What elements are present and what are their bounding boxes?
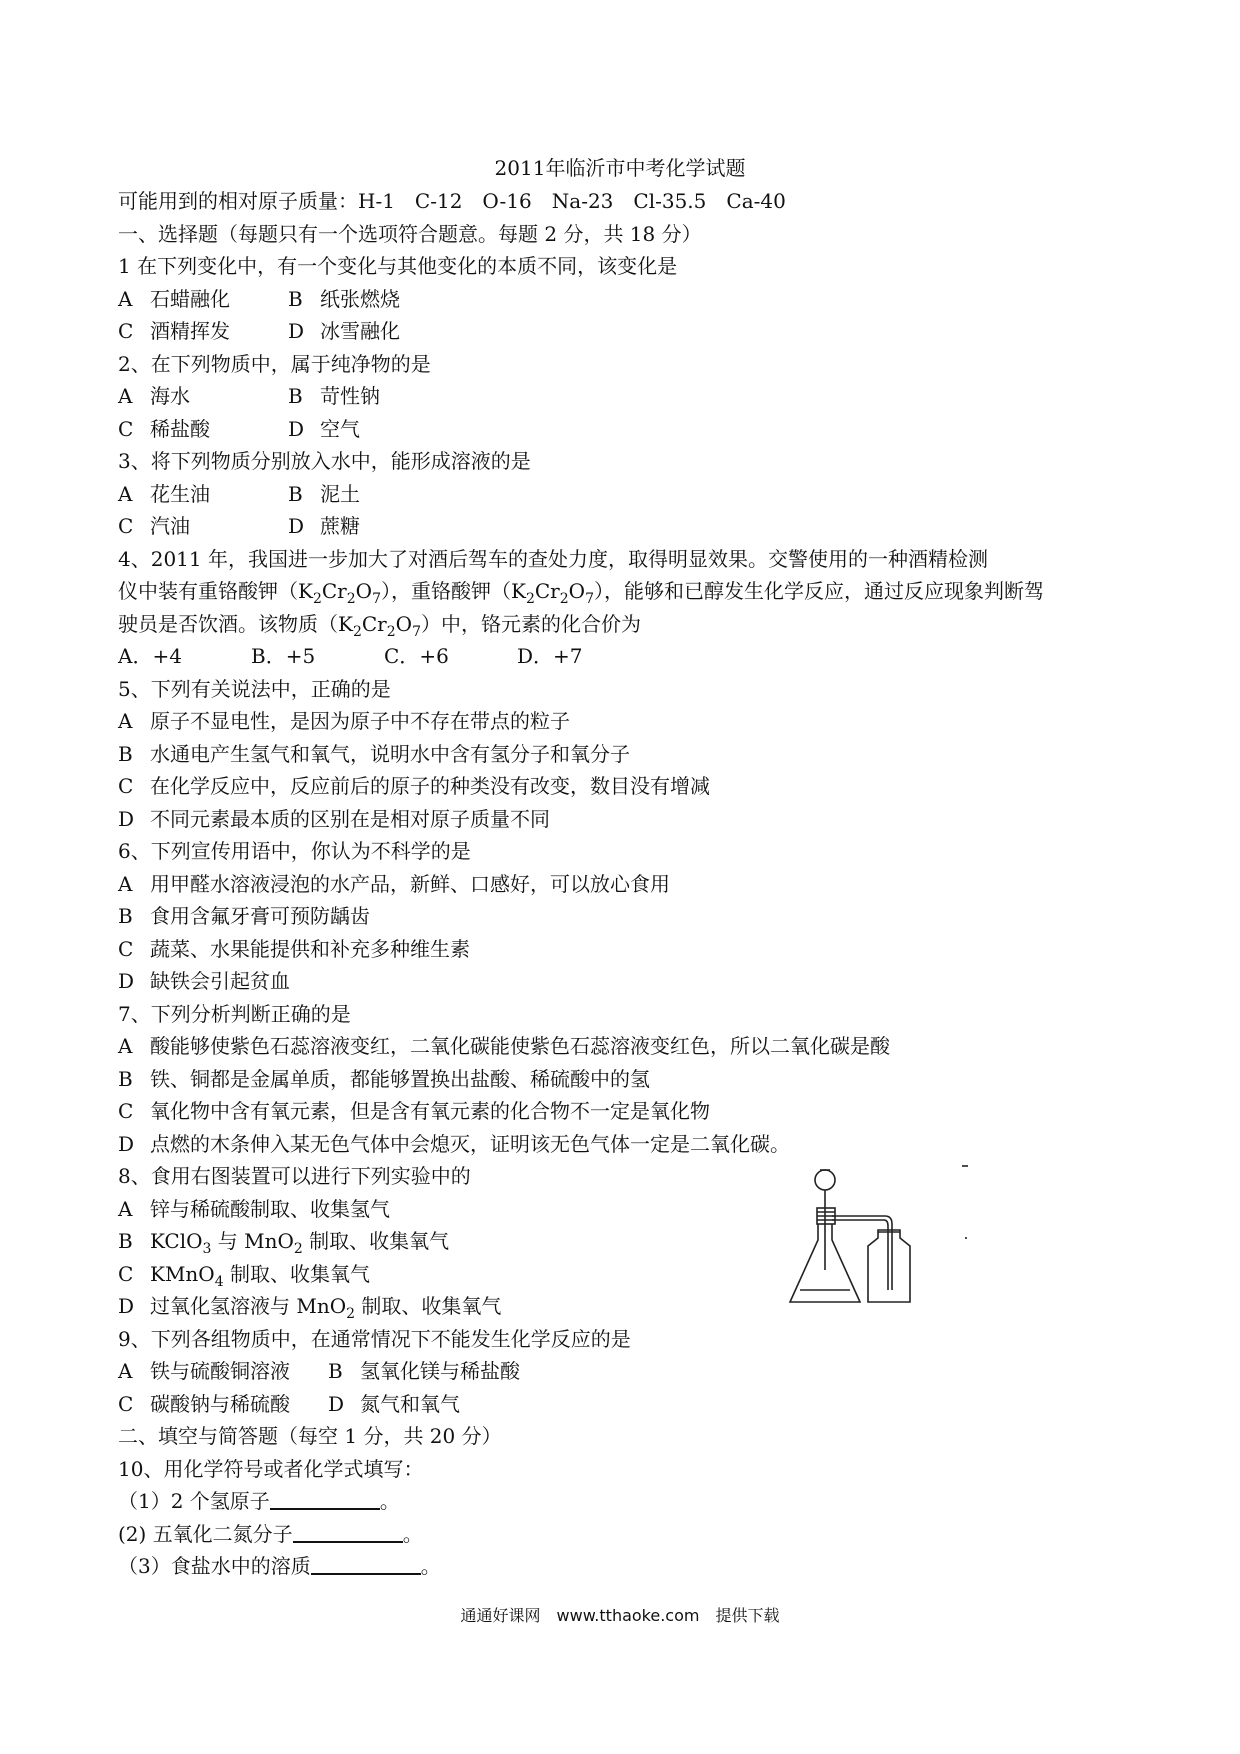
option-line [118,1030,1078,1063]
exam-content [118,185,1078,1583]
question-stem: 3、将下列物质分别放入水中，能形成溶液的是 [118,449,531,473]
option-text: 冰雪融化 [320,319,400,343]
option-key: A [118,286,133,311]
option-text: 过氧化氢溶液与 MnO [150,1294,347,1318]
option-text: 点燃的木条伸入某无色气体中会熄灭，证明该无色气体一定是二氧化碳。 [150,1131,790,1156]
option-key: A [118,481,133,506]
option-key: B [328,1359,343,1383]
option-text: 碳酸钠与稀硫酸 [150,1391,290,1416]
option-key: A [118,871,133,896]
subscript: 4 [214,1273,224,1290]
stem-text: ），重铬酸钾（K [381,579,526,603]
option [118,510,288,543]
option [118,315,288,348]
question-stem: 7、下列分析判断正确的是 [118,1001,351,1026]
subscript: 7 [585,591,594,607]
option-line [118,705,1078,738]
option-key: D [288,416,305,441]
option-key: C [118,514,134,538]
option [118,478,288,511]
option-text: 食用含氟牙膏可预防龋齿 [150,904,370,928]
option-key: D [288,514,305,538]
option-text: 锌与稀硫酸制取、收集氢气 [150,1196,390,1221]
option-key: D [328,1391,345,1416]
option-key: D [118,1294,135,1318]
stem-text: 仪中装有重铬酸钾（K [118,579,313,603]
option-text: +5 [285,644,316,668]
option [288,380,380,413]
option-key: A [118,384,133,408]
stem-text: Cr [321,579,347,603]
option-text: 制取、收集氧气 [223,1261,370,1286]
answer-blank[interactable] [293,1521,403,1543]
atomic-masses: 可能用到的相对原子质量：H-1 C-12 O-16 Na-23 Cl-35.5 Ca-40 [118,189,786,213]
question-stem: 6、下列宣传用语中，你认为不科学的是 [118,839,471,863]
option-line [118,868,1078,901]
option-key: B [118,904,133,928]
option-text: 制取、收集氧气 [355,1294,502,1318]
option-key: A [118,1034,133,1058]
option-key: D [288,319,305,343]
option-line [118,900,1078,933]
option [118,640,251,673]
option [328,1355,520,1388]
question-stem: 1 在下列变化中，有一个变化与其他变化的本质不同，该变化是 [118,254,678,278]
option-key: B [118,741,133,766]
option-text: 苛性钠 [320,384,380,408]
option-text: 酸能够使紫色石蕊溶液变红，二氧化碳能使紫色石蕊溶液变红色，所以二氧化碳是酸 [150,1034,890,1058]
option [118,1388,328,1421]
option-text: KMnO [150,1261,215,1286]
subscript: 2 [352,623,362,640]
option-row [118,1388,1078,1421]
option-text: 纸张燃烧 [320,286,400,311]
option-key: A [118,709,133,733]
option-key: B [118,1066,133,1091]
option-text: 蔬菜、水果能提供和补充多种维生素 [150,936,470,961]
option-text: +4 [152,644,182,668]
option-text: 花生油 [150,481,210,506]
option-text: +7 [553,644,583,668]
option-key: A [118,1196,133,1221]
stem-text: Cr [534,579,560,603]
subscript: 2 [386,623,396,640]
subscript: 7 [412,623,421,640]
subscript: 3 [202,1241,212,1257]
subscript: 2 [312,591,322,607]
option-text: 氮气和氧气 [360,1391,460,1416]
option-text: 缺铁会引起贫血 [150,969,290,993]
question-stem: 2、在下列物质中，属于纯净物的是 [118,351,431,376]
option [118,380,288,413]
option-text: 空气 [320,416,360,441]
fill-item [118,1518,1078,1551]
option-key: C [118,936,134,961]
option-row [118,315,1078,348]
subscript: 2 [293,1241,303,1257]
option-text: 泥土 [320,481,360,506]
option-text: 不同元素最本质的区别在是相对原子质量不同 [150,806,550,831]
fill-end: 。 [379,1489,400,1513]
subscript: 2 [559,591,569,607]
question-stem: 9、下列各组物质中，在通常情况下不能发生化学反应的是 [118,1326,631,1351]
option-text: 原子不显电性，是因为原子中不存在带点的粒子 [150,709,570,733]
option [288,510,360,543]
option-text: 稀盐酸 [150,416,210,441]
option-text: 蔗糖 [320,514,360,538]
option-line [118,965,1078,998]
option-row [118,283,1078,316]
subscript: 2 [346,1306,356,1322]
question-stem: 8、食用右图装置可以进行下列实验中的 [118,1164,471,1188]
question-stem: 10、用化学符号或者化学式填写： [118,1456,424,1481]
option-key: C [118,1391,134,1416]
option [118,413,288,446]
subscript: 2 [525,591,535,607]
option-text: 铁、铜都是金属单质，都能够置换出盐酸、稀硫酸中的氢 [150,1066,650,1091]
option-text: 石蜡融化 [150,286,230,311]
fill-item [118,1550,1078,1583]
option [251,640,384,673]
section-heading: 一、选择题（每题只有一个选项符合题意。每题 2 分，共 18 分） [118,221,702,246]
option-line [118,933,1078,966]
option-key: C． [384,644,420,668]
question-stem-continued [118,575,1078,608]
option-text: 汽油 [150,514,190,538]
option-key: C [118,1099,134,1123]
option-line [118,1063,1078,1096]
option [288,478,360,511]
option-row [118,640,1078,673]
option-key: C [118,774,134,798]
option-line [118,1095,1078,1128]
stem-text: ）中，铬元素的化合价为 [421,611,641,636]
option-row [118,1355,1078,1388]
option-text: 铁与硫酸铜溶液 [150,1359,290,1383]
question-stem-continued [118,608,1078,641]
option-text: +6 [419,644,449,668]
question-stem: 4、2011 年，我国进一步加大了对酒后驾车的查处力度，取得明显效果。交警使用的一种酒精检测 [118,546,988,571]
option-text: 酒精挥发 [150,319,230,343]
option-text: 与 MnO [211,1229,294,1253]
option-text: 用甲醛水溶液浸泡的水产品，新鲜、口感好，可以放心食用 [150,871,670,896]
fill-label: (2) 五氧化二氮分子 [118,1521,293,1546]
fill-label: （3）食盐水中的溶质 [118,1554,311,1578]
stem-text: O [355,579,373,603]
option [118,283,288,316]
option-key: C [118,1261,134,1286]
option [328,1388,460,1421]
option-text: KClO [150,1229,203,1253]
option [288,283,400,316]
option-key: D [118,969,135,993]
stem-text: ），能够和已醇发生化学反应，通过反应现象判断驾 [594,579,1044,603]
option-row [118,510,1078,543]
option [118,1355,328,1388]
apparatus-drawing [780,1160,990,1310]
option-text: 氢氧化镁与稀盐酸 [360,1359,520,1383]
option-line [118,1128,1078,1161]
fill-end: 。 [420,1554,441,1578]
option-key: A [118,1359,133,1383]
option-key: D． [517,644,554,668]
answer-blank[interactable] [311,1553,421,1575]
option-key: B [288,384,303,408]
fill-item [118,1485,1078,1518]
page-title: 2011年临沂市中考化学试题 [494,156,746,180]
question-stem: 5、下列有关说法中，正确的是 [118,676,391,701]
option-key: C [118,416,134,441]
fill-end: 。 [402,1521,423,1546]
stem-text: Cr [361,611,387,636]
option-key: B [288,481,303,506]
option-row [118,380,1078,413]
option-key: D [118,1131,135,1156]
option-text: 制取、收集氧气 [302,1229,450,1253]
answer-blank[interactable] [270,1488,380,1510]
fill-label: （1）2 个氢原子 [118,1489,270,1513]
option-key: D [118,806,135,831]
option [288,315,400,348]
option-key: B [288,286,303,311]
option-line [118,738,1078,771]
subscript: 2 [346,591,356,607]
option-key: B． [251,644,286,668]
option-text: 海水 [150,384,190,408]
option-key: C [118,319,134,343]
option [384,640,517,673]
option-text: 在化学反应中，反应前后的原子的种类没有改变，数目没有增减 [150,774,710,798]
section-heading: 二、填空与简答题（每空 1 分，共 20 分） [118,1424,502,1448]
option-text: 水通电产生氢气和氧气，说明水中含有氢分子和氧分子 [150,741,630,766]
footer-credit: 通通好课网 www.tthaoke.com 提供下载 [460,1606,780,1625]
option-key: B [118,1229,133,1253]
option-line [118,803,1078,836]
subscript: 7 [372,591,381,607]
option-row [118,413,1078,446]
gas-generation-apparatus-icon [780,1160,990,1310]
stem-text: O [568,579,586,603]
option-line [118,770,1078,803]
stem-text: 驶员是否饮酒。该物质（K [118,611,353,636]
option-row [118,478,1078,511]
option [288,413,360,446]
stem-text: O [395,611,413,636]
option-key: A． [118,644,153,668]
option [517,640,650,673]
option-text: 氧化物中含有氧元素，但是含有氧元素的化合物不一定是氧化物 [150,1099,710,1123]
